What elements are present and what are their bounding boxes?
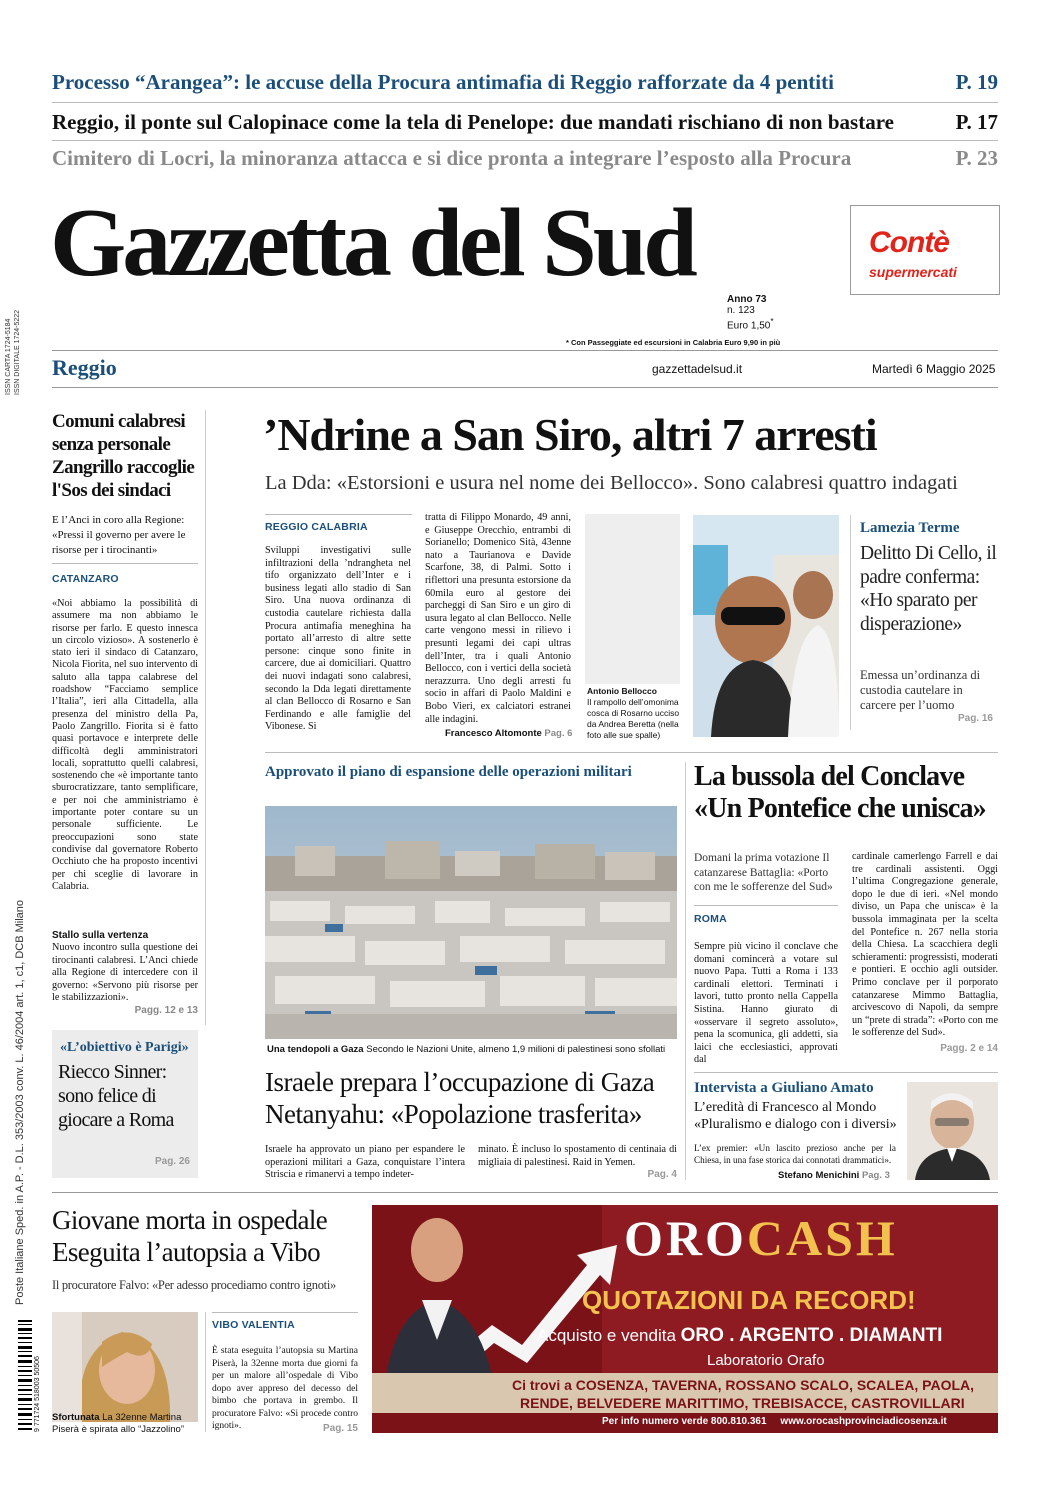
teaser-1-page: P. 19 — [955, 70, 998, 94]
edition-label: Reggio — [52, 355, 117, 380]
left-subtitle: E l’Anci in coro alla Regione: «Pressi il governo per avere le risorse per i tirocinanti» — [52, 514, 186, 556]
main-col1: Sviluppi investigativi sulle infiltrazioni della ’ndrangheta nel tifo organizzato dell’Inter e i business legati allo stadio di San Siro. Una nuova ordinanza di custodia cautelare richiesta dalla Procura antimafia meneghina ha portato all’arresto di altre sette persone: cinque sono finite in carcere, due ai domiciliari. Quattro dei nuovi indagati sono calabresi, secondo la Dda legati direttamente al clan Bellocco di Rosarno e San Ferdinando e alle famiglie del Vibonese. Si — [265, 545, 411, 733]
ad-orocash-cities2: RENDE, BELVEDERE MARITTIMO, TREBISACCE, CASTROVILLARI — [520, 1395, 965, 1411]
bellocco-caption — [587, 686, 685, 741]
main-deck: La Dda: «Estorsioni e usura nel nome dei Bellocco». Sono calabresi quattro indagati — [265, 472, 958, 494]
ad-conte-logo: Contè — [869, 226, 949, 259]
vibo-title[interactable]: Giovane morta in ospedale Eseguita l’autopsia a Vibo — [52, 1205, 328, 1267]
left-body: «Noi abbiamo la possibilità di assumere ma non abbiamo le risorse per farlo. E questo innesca un circolo vizioso». A sostenerlo è stato ieri il sindaco di Catanzaro, Nicola Fiorita, nel suo intervento di saluto alla tappa calabrese del roadshow “Facciamo semplice l’Italia”, ieri alla Cittadella, alla presenza del ministro della Pa, Paolo Zangrillo. Fiorita si è fatto quasi portavoce e interprete delle difficoltà degli amministratori locali, soprattutto quelli calabresi, sostenendo che «è importante tanto sburocratizzare, tanto semplificare, e per noi che amministriamo è importante poter contare su un personale sufficiente. Le preoccupazioni sono state condivise dal governatore Roberto Occhiuto che ha proposto incentivi per chi sceglie di lavorare in Calabria. — [52, 598, 198, 892]
bellocco-photo-graphic — [693, 515, 839, 737]
vibo-deck: Il procuratore Falvo: «Per adesso procediamo contro ignoti» — [52, 1278, 336, 1292]
teaser-2-text: Reggio, il ponte sul Calopinace come la tela di Penelope: due mandati rischiano di non bastare — [52, 110, 894, 134]
left-pages[interactable]: Pagg. 12 e 13 — [134, 1005, 198, 1016]
barcode-digits: 9 771724 518003 50506 — [34, 1356, 41, 1432]
gaza-kicker: Approvato il piano di espansione delle operazioni militari — [265, 764, 632, 780]
sinner-title: Riecco Sinner: sono felice di giocare a Roma — [58, 1061, 174, 1131]
bellocco-photo-bg — [585, 514, 680, 684]
ad-orocash-line1b: ORO . ARGENTO . DIAMANTI — [680, 1325, 943, 1346]
ad-orocash-line1a: Acquisto e vendita — [537, 1326, 676, 1345]
left-title[interactable]: Comuni calabresi senza personale Zangrillo raccoglie l'Sos dei sindaci — [52, 411, 195, 501]
main-headline[interactable]: ’Ndrine a San Siro, altri 7 arresti — [263, 409, 877, 460]
site-url[interactable]: gazzettadelsud.it — [652, 362, 743, 376]
masthead-note: * Con Passeggiate ed escursioni in Calabria Euro 9,90 in più — [566, 338, 781, 347]
left-subhead: Stallo sulla vertenza — [52, 930, 149, 941]
vibo-caption — [52, 1412, 202, 1436]
teaser-1[interactable] — [52, 70, 998, 95]
teaser-2-page: P. 17 — [955, 110, 998, 134]
masthead-prezzo: Euro 1,50 — [727, 320, 771, 332]
vibo-caption-text: La 32enne Martina Piserà è spirata allo “Jazzolino” — [52, 1412, 185, 1435]
conclave-deck: Domani la prima votazione Il catanzarese Battaglia: «Porto con me le sofferenze del Sud» — [694, 852, 833, 893]
vibo-photo-graphic — [52, 1312, 198, 1422]
ad-orocash-brand2: CASH — [746, 1210, 898, 1266]
amato-author: Stefano Menichini — [778, 1170, 860, 1181]
bellocco-photo — [693, 515, 839, 737]
lamezia-title[interactable]: Delitto Di Cello, il padre conferma: «Ho sparato per disperazione» — [860, 543, 997, 635]
issn-digital: ISSN DIGITALE 1724-5222 — [14, 309, 21, 395]
issn-block — [4, 195, 22, 395]
ad-conte-sub: supermercati — [869, 264, 957, 280]
amato-body: L’ex premier: «Un lascito prezioso anche per la Chiesa, in una fase storica dai connotati drammatici». — [694, 1143, 896, 1165]
ad-orocash[interactable] — [372, 1205, 998, 1433]
sinner-page: Pag. 26 — [154, 1156, 190, 1167]
main-kicker: REGGIO CALABRIA — [265, 521, 368, 533]
bellocco-caption-name: Antonio Bellocco — [587, 686, 657, 696]
teaser-3[interactable] — [52, 146, 998, 171]
teaser-1-text: Processo “Arangea”: le accuse della Procura antimafia di Reggio rafforzate da 4 pentiti — [52, 70, 834, 94]
gaza-col1: Israele ha approvato un piano per espandere le operazioni militari a Gaza, conquistare l’intera Striscia e rimanervi a tempo indeter- — [265, 1144, 465, 1181]
lamezia-kicker: Lamezia Terme — [860, 520, 960, 536]
conclave-kicker: ROMA — [694, 913, 727, 925]
lamezia-body: Emessa un’ordinanza di custodia cautelare in carcere per l’uomo — [860, 668, 981, 712]
gaza-page[interactable]: Pag. 4 — [647, 1169, 677, 1180]
amato-kicker: Intervista a Giuliano Amato — [694, 1080, 874, 1096]
ad-orocash-line1 — [537, 1325, 942, 1347]
vibo-body: È stata eseguita l’autopsia su Martina Piserà, la 32enne morta due giorni fa per un malore all’ospedale di Vibo dopo aver appreso del decesso del bimbo che portava in grembo. Il procuratore Falvo: «Si procede contro ignoti». — [212, 1346, 358, 1431]
sinner-kicker: «L’obiettivo è Parigi» — [60, 1040, 189, 1055]
issue-date: Martedì 6 Maggio 2025 — [872, 362, 996, 376]
main-author: Francesco Altomonte — [445, 728, 542, 739]
teaser-2[interactable] — [52, 110, 998, 135]
masthead-prezzo-star: * — [770, 316, 774, 326]
gaza-col2: minato. È incluso lo spostamento di centinaia di migliaia di palestinesi. Raid in Yemen. — [478, 1144, 677, 1168]
ad-orocash-brand — [624, 1209, 898, 1267]
masthead-anno: Anno 73 — [727, 294, 767, 305]
amato-page[interactable]: Pag. 3 — [861, 1170, 890, 1181]
issn-print: ISSN CARTA 1724-5184 — [5, 318, 12, 395]
ad-orocash-brand1: ORO — [624, 1210, 747, 1266]
bellocco-caption-text: Il rampollo dell’omonima cosca di Rosarno ucciso da Andrea Beretta (nella foto alle sue spalle) — [587, 697, 680, 740]
main-page[interactable]: Pag. 6 — [544, 728, 573, 739]
gaza-caption-bold: Una tendopoli a Gaza — [267, 1044, 364, 1055]
lamezia-page[interactable]: Pag. 16 — [957, 713, 993, 724]
masthead-numero: n. 123 — [727, 305, 755, 316]
gaza-photo — [265, 806, 677, 1039]
postal-notice: Poste Italiane Sped. in A.P. - D.L. 353/2003 conv. L. 46/2004 art. 1, c1, DCB Milano — [14, 899, 26, 1305]
teaser-3-page: P. 23 — [955, 146, 998, 170]
vibo-page[interactable]: Pag. 15 — [322, 1423, 358, 1434]
vibo-photo — [52, 1312, 198, 1422]
ad-orocash-headline: QUOTAZIONI DA RECORD! — [582, 1285, 916, 1315]
ad-orocash-info[interactable]: Per info numero verde 800.810.361 www.orocashprovinciadicosenza.it — [602, 1416, 947, 1427]
left-body2: Nuovo incontro sulla questione dei tirocinanti calabresi. L’Anci chiede alla Regione di intercedere con il governo: «Servono più risorse per le stabilizzazioni». — [52, 942, 198, 1004]
sinner-box[interactable] — [52, 1030, 198, 1178]
left-kicker: CATANZARO — [52, 573, 119, 585]
gaza-caption-text: Secondo le Nazioni Unite, almeno 1,9 milioni di palestinesi sono sfollati — [366, 1044, 666, 1055]
amato-byline — [778, 1170, 890, 1181]
masthead-title: Gazzetta del Sud — [50, 189, 694, 297]
amato-title[interactable]: L’eredità di Francesco al Mondo «Pluralismo e dialogo con i diversi» — [694, 1100, 897, 1132]
amato-photo-graphic — [907, 1082, 998, 1180]
teaser-3-text: Cimitero di Locri, la minoranza attacca e si dice pronta a integrare l’esposto alla Procura — [52, 146, 852, 170]
masthead-info — [727, 294, 774, 331]
conclave-col1: Sempre più vicino il conclave che domani comincerà a votare sul nuovo Papa. Tutti a Roma i 133 cardinali elettori. Terminati i lavori, tutto pronto nella Cappella Sistina. Hanno giurato di «osservare il segreto assoluto», pena la scomunica, gli addetti, sia laici che ecclesiastici, approvati dal — [694, 941, 838, 1066]
amato-photo — [907, 1082, 998, 1180]
conclave-col2: cardinale camerlengo Farrell e dai tre cardinali assistenti. Oggi l’ultima Congregazione generale, dopo le due di ieri. «Nel mondo diviso, un Papa che unisca» è la bussola immaginata per la scelta del Pontefice n. 267 nella storia della Chiesa. La scacchiera degli schieramenti: progressisti, moderati e pontieri. E occhio agli outsider. Primo conclave per il porporato catanzarese Mimmo Battaglia, arcivescovo di Napoli, da sempre un “prete di strada”: «Porto con me le sofferenze del Sud». — [852, 851, 998, 1039]
gaza-title[interactable]: Israele prepara l’occupazione di Gaza Netanyahu: «Popolazione trasferita» — [265, 1067, 655, 1129]
conclave-page[interactable]: Pagg. 2 e 14 — [940, 1043, 998, 1054]
barcode — [18, 1320, 32, 1430]
main-col2: tratta di Filippo Monardo, 49 anni, e Giuseppe Orecchio, entrambi di Sorianello; Domenico Sità, 43enne nato a Taurianova e Davide Scarfone, 38, di Palmi. Sotto i riflettori una presunta estorsione da 60mila euro al gestore dei parcheggi di San Siro e un giro di usura legato al clan Bellocco. Nelle carte vengono messi in rilievo i presunti legami dei capi ultras dell’Inter, tra i quali Antonio Bellocco, con i vertici della società nerazzurra. Uno degli arresti fu socio in affari di Paolo Maldini e Bobo Vieri, ex calciatori estranei alle indagini. — [425, 512, 571, 725]
gaza-caption — [267, 1044, 665, 1055]
ad-conte[interactable] — [850, 205, 1000, 295]
conclave-title[interactable]: La bussola del Conclave «Un Pontefice che unisca» — [694, 761, 986, 824]
ad-orocash-cities1: Ci trovi a COSENZA, TAVERNA, ROSSANO SCALO, SCALEA, PAOLA, — [512, 1377, 975, 1393]
vibo-caption-bold: Sfortunata — [52, 1412, 100, 1423]
main-byline — [445, 728, 572, 739]
gaza-photo-graphic — [265, 806, 677, 1039]
vibo-kicker: VIBO VALENTIA — [212, 1319, 295, 1331]
ad-orocash-line2: Laboratorio Orafo — [707, 1352, 825, 1369]
barcode-graphic — [18, 1320, 32, 1430]
